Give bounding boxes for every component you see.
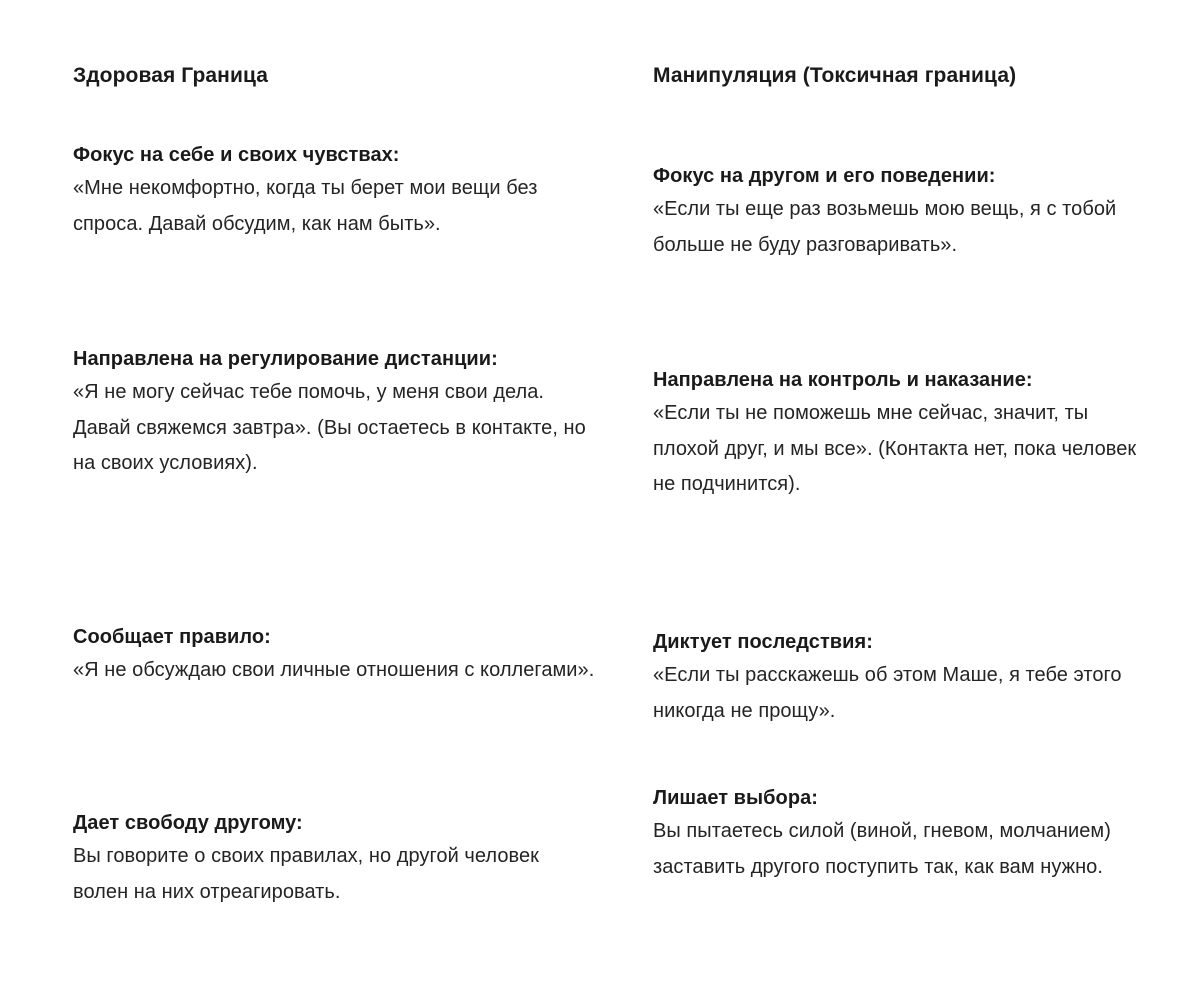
column-title-healthy: Здоровая Граница xyxy=(73,64,269,87)
section-heading: Фокус на другом и его поведении: xyxy=(653,165,996,187)
section-body: «Если ты не поможешь мне сейчас, значит, ты плохой друг, и мы все». (Контакта нет, пока человек не подчинится). xyxy=(653,402,1137,496)
column-title-manipulation: Манипуляция (Токсичная граница) xyxy=(653,64,1017,87)
section-body: «Я не обсуждаю свои личные отношения с коллегами». xyxy=(73,659,595,681)
section-body: «Если ты расскажешь об этом Маше, я тебе этого никогда не прощу». xyxy=(653,664,1122,722)
section-body: «Если ты еще раз возьмешь мою вещь, я с тобой больше не буду разговаривать». xyxy=(653,198,1117,256)
section-heading: Сообщает правило: xyxy=(73,626,271,648)
section-heading: Фокус на себе и своих чувствах: xyxy=(73,144,400,166)
section-manipulation-1 xyxy=(653,161,1148,263)
section-body: «Я не могу сейчас тебе помочь, у меня свои дела. Давай свяжемся завтра». (Вы остаетесь в контакте, но на своих условиях). xyxy=(73,381,586,475)
section-body: «Мне некомфортно, когда ты берет мои вещи без спроса. Давай обсудим, как нам быть». xyxy=(73,177,538,235)
section-healthy-1 xyxy=(73,140,598,242)
section-heading: Направлена на контроль и наказание: xyxy=(653,369,1033,391)
section-manipulation-3 xyxy=(653,627,1148,729)
section-body: Вы говорите о своих правилах, но другой человек волен на них отреагировать. xyxy=(73,845,539,903)
section-heading: Лишает выбора: xyxy=(653,787,818,809)
section-healthy-2 xyxy=(73,344,598,482)
section-heading: Диктует последствия: xyxy=(653,631,873,653)
section-healthy-4 xyxy=(73,808,598,910)
section-manipulation-2 xyxy=(653,365,1148,503)
section-heading: Направлена на регулирование дистанции: xyxy=(73,348,498,370)
section-heading: Дает свободу другому: xyxy=(73,812,303,834)
section-manipulation-4 xyxy=(653,783,1148,885)
section-healthy-3 xyxy=(73,622,598,689)
section-body: Вы пытаетесь силой (виной, гневом, молчанием) заставить другого поступить так, как вам нужно. xyxy=(653,820,1111,878)
